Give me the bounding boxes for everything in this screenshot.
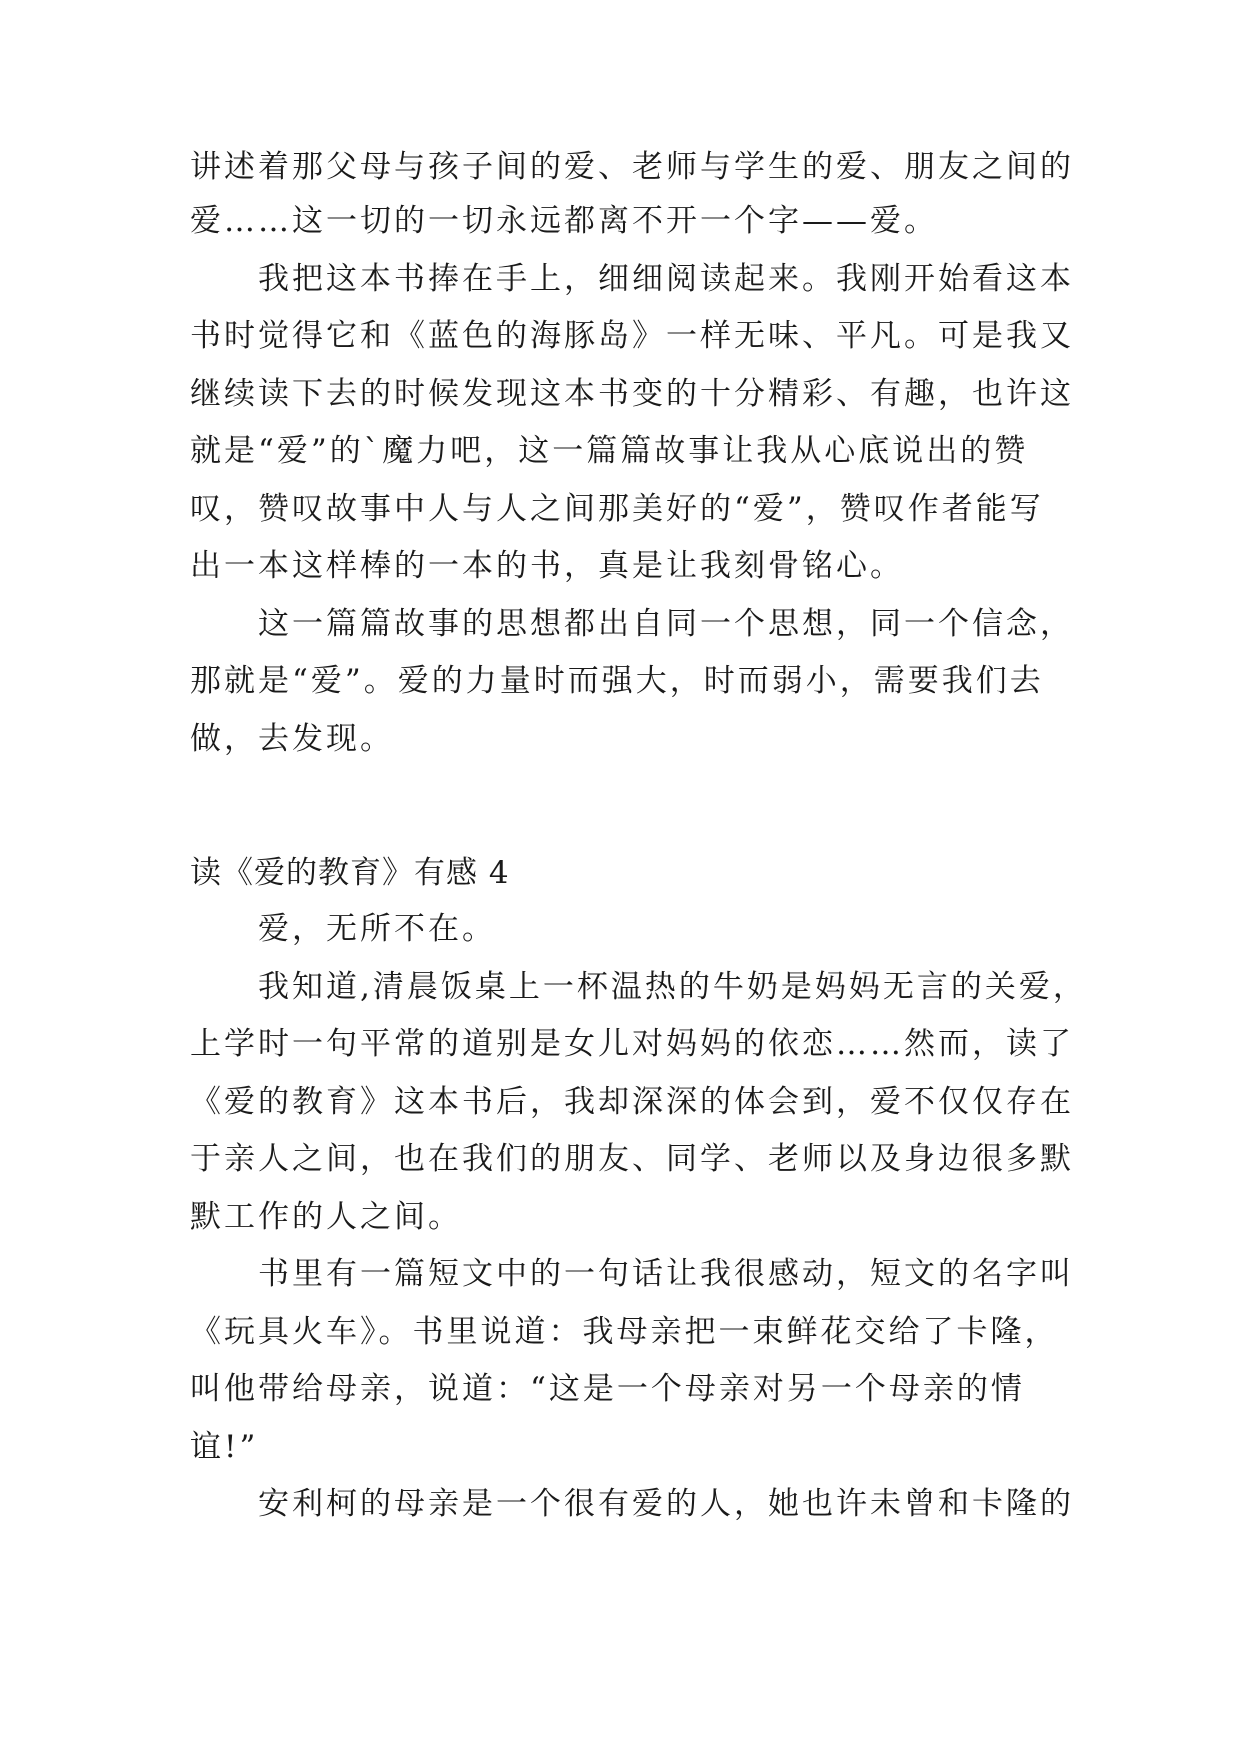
- paragraph-line: 《爱的教育》这本书后，我却深深的体会到，爱不仅仅存在: [190, 1084, 1074, 1120]
- paragraph-line: 出一本这样棒的一本的书，真是让我刻骨铭心。: [190, 548, 904, 584]
- paragraph-line: 叫他带给母亲，说道：“这是一个母亲对另一个母亲的情: [190, 1371, 1025, 1407]
- paragraph-line: 爱，无所不在。: [190, 911, 496, 947]
- paragraph-line: 我知道,清晨饭桌上一杯温热的牛奶是妈妈无言的关爱，: [190, 969, 1087, 1005]
- paragraph-line: 上学时一句平常的道别是女儿对妈妈的依恋……然而，读了: [190, 1026, 1074, 1062]
- paragraph-line: 书里有一篇短文中的一句话让我很感动，短文的名字叫: [190, 1256, 1074, 1292]
- section-heading: 读《爱的教育》有感 4: [190, 855, 510, 891]
- paragraph-line: 就是“爱”的`魔力吧，这一篇篇故事让我从心底说出的赞: [190, 433, 1029, 469]
- paragraph-line: 爱……这一切的一切永远都离不开一个字——爱。: [190, 203, 938, 239]
- paragraph-line: 《玩具火车》。书里说道：我母亲把一束鲜花交给了卡隆，: [190, 1314, 1059, 1350]
- paragraph-line: 书时觉得它和《蓝色的海豚岛》一样无味、平凡。可是我又: [190, 318, 1074, 354]
- paragraph-line: 我把这本书捧在手上，细细阅读起来。我刚开始看这本: [190, 261, 1074, 297]
- paragraph-line: 那就是“爱”。爱的力量时而强大，时而弱小，需要我们去: [190, 663, 1044, 699]
- paragraph-line: 默工作的人之间。: [190, 1199, 462, 1235]
- paragraph-line: 继续读下去的时候发现这本书变的十分精彩、有趣，也许这: [190, 376, 1074, 412]
- paragraph-line: 于亲人之间，也在我们的朋友、同学、老师以及身边很多默: [190, 1141, 1074, 1177]
- paragraph-line: 讲述着那父母与孩子间的爱、老师与学生的爱、朋友之间的: [190, 149, 1074, 185]
- paragraph-line: 这一篇篇故事的思想都出自同一个思想，同一个信念，: [190, 606, 1074, 642]
- paragraph-line: 安利柯的母亲是一个很有爱的人，她也许未曾和卡隆的: [190, 1486, 1074, 1522]
- paragraph-line: 叹，赞叹故事中人与人之间那美好的“爱”，赞叹作者能写: [190, 491, 1044, 527]
- paragraph-line: 谊!”: [190, 1429, 259, 1465]
- paragraph-line: 做，去发现。: [190, 721, 394, 757]
